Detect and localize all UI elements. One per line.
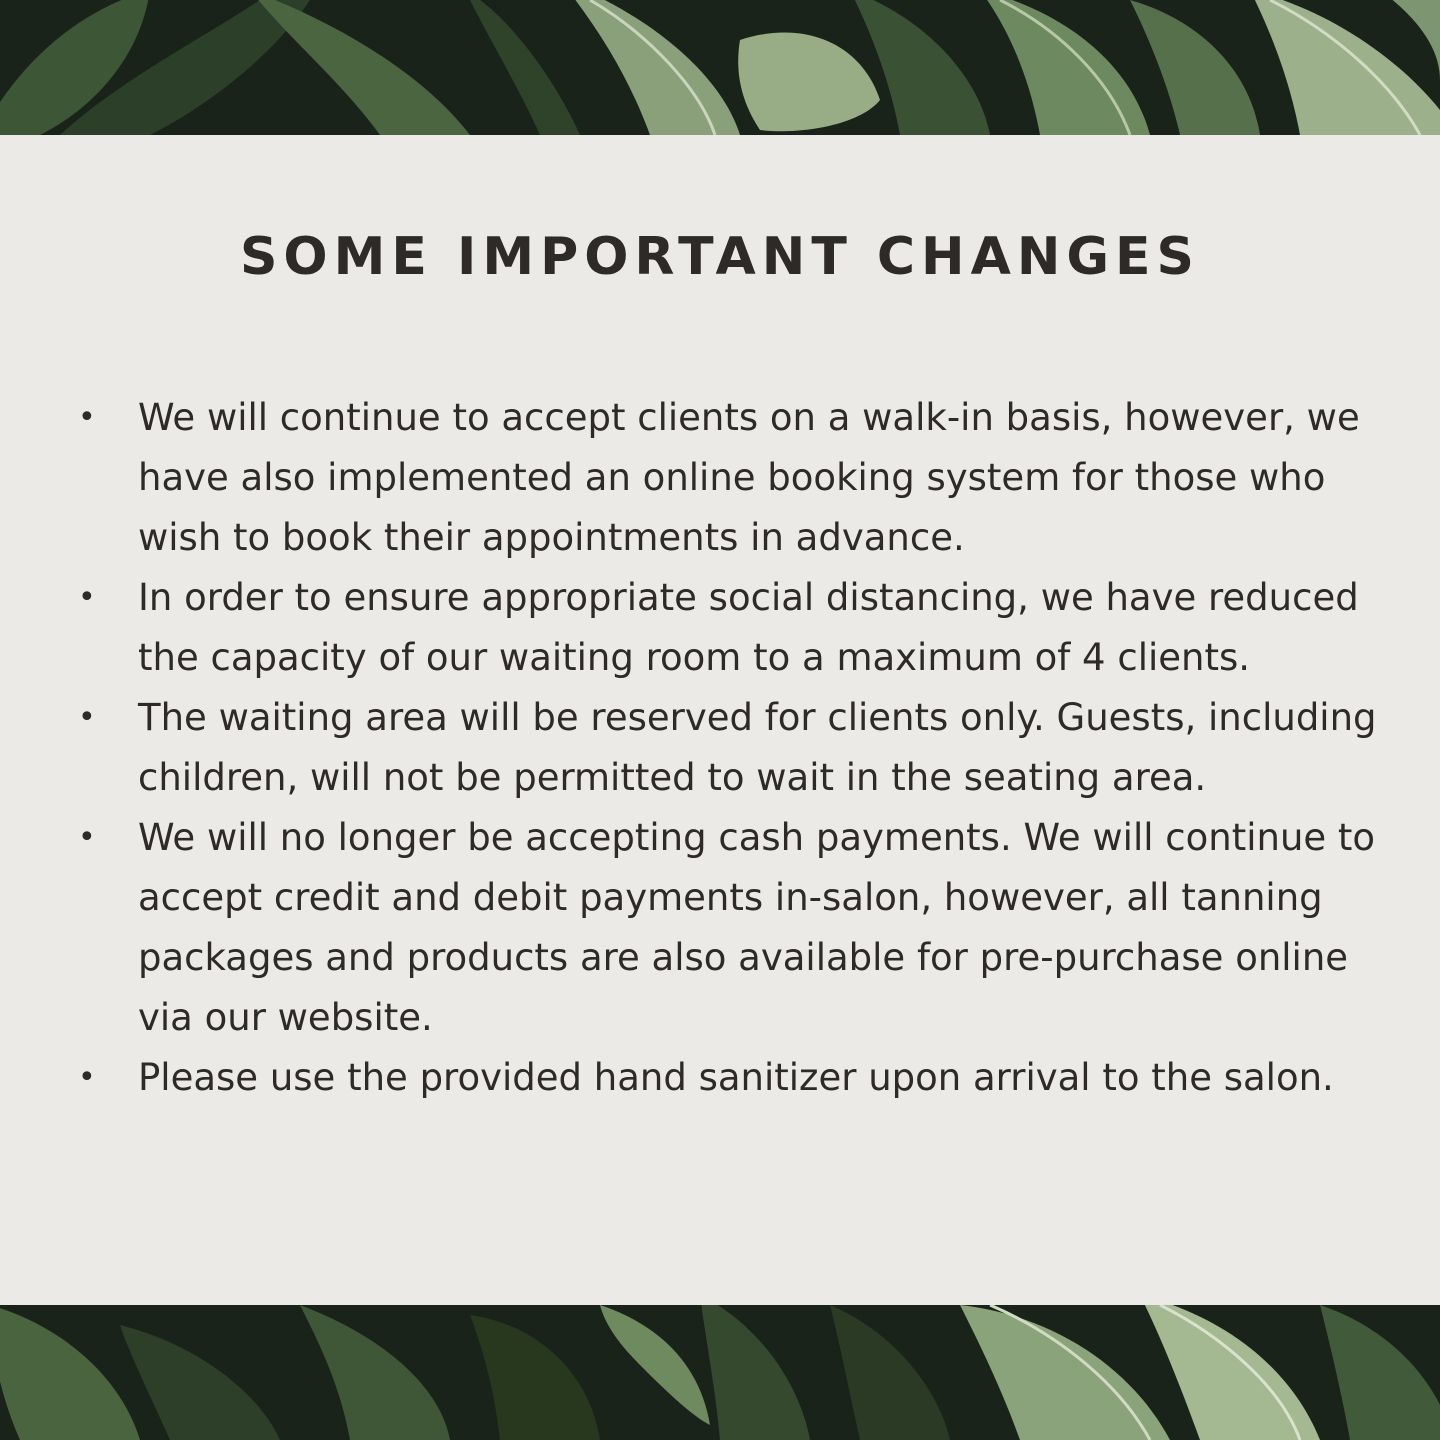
- tropical-leaves-bottom-image: [0, 1305, 1440, 1440]
- leaf-background-top: [0, 0, 1440, 135]
- list-item-text: The waiting area will be reserved for clients only. Guests, including children, will not be permitted to wait in the seating area.: [138, 696, 1377, 799]
- leaf-background-bottom: [0, 1305, 1440, 1440]
- list-item-text: We will continue to accept clients on a walk-in basis, however, we have also implemented an online booking system for those who wish to book their appointments in advance.: [138, 396, 1360, 559]
- bullet-icon: •: [78, 1060, 96, 1095]
- list-item: [78, 388, 1378, 568]
- bullet-icon: •: [78, 400, 96, 435]
- list-item: [78, 568, 1378, 688]
- bullet-icon: •: [78, 820, 96, 855]
- page-title: SOME IMPORTANT CHANGES: [239, 227, 1200, 287]
- list-item-text: Please use the provided hand sanitizer upon arrival to the salon.: [138, 1056, 1334, 1099]
- list-item: [78, 1048, 1378, 1108]
- bullet-icon: •: [78, 580, 96, 615]
- list-item: [78, 688, 1378, 808]
- list-item-text: In order to ensure appropriate social distancing, we have reduced the capacity of our waiting room to a maximum of 4 clients.: [138, 576, 1359, 679]
- announcement-panel: [0, 135, 1440, 1305]
- list-item-text: We will no longer be accepting cash payments. We will continue to accept credit and debit payments in-salon, however, all tanning packages and products are also available for pre-purchase online via our website.: [138, 816, 1376, 1039]
- tropical-leaves-top-image: [0, 0, 1440, 135]
- bullet-icon: •: [78, 700, 96, 735]
- list-item: [78, 808, 1378, 1048]
- changes-list: [78, 388, 1378, 1108]
